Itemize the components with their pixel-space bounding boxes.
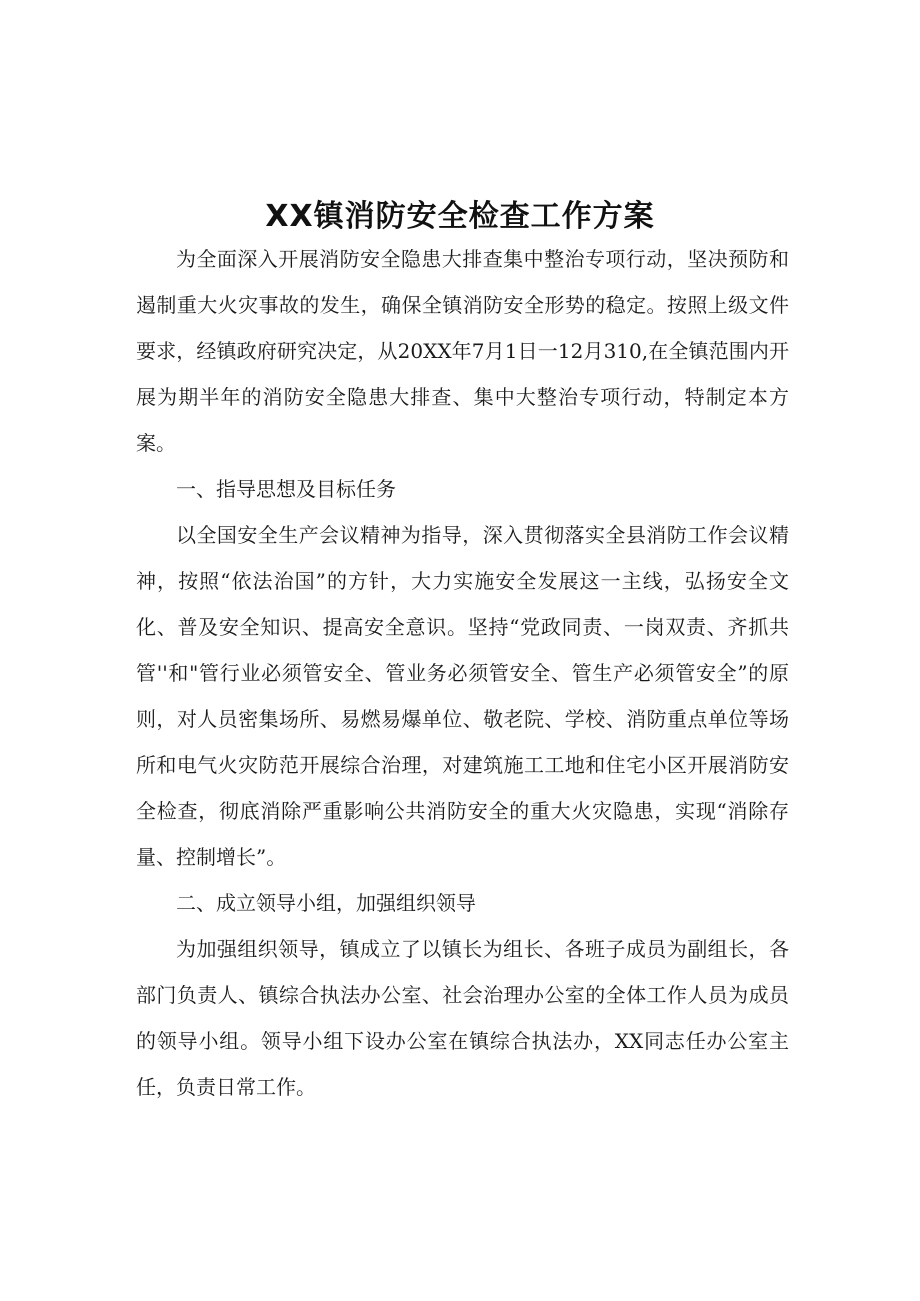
section-2-paragraph: 为加强组织领导，镇成立了以镇长为组长、各班子成员为副组长，各部门负责人、镇综合执法办公室、社会治理办公室的全体工作人员为成员的领导小组。领导小组下设办公室在镇综合执法办，XX同志任办公室主任，负责日常工作。 [136, 937, 789, 1099]
document-title: XX镇消防安全检查工作方案 [265, 199, 655, 235]
section-heading-2: 二、成立领导小组，加强组织领导 [176, 891, 476, 915]
document-body [136, 236, 789, 1110]
section-heading-1: 一、指导思想及目标任务 [176, 477, 396, 501]
intro-paragraph: 为全面深入开展消防安全隐患大排查集中整治专项行动，坚决预防和遏制重大火灾事故的发生，确保全镇消防安全形势的稳定。按照上级文件要求，经镇政府研究决定，从20XX年7月1日一12月310,在全镇范围内开展为期半年的消防安全隐患大排查、集中大整治专项行动，特制定本方案。 [136, 247, 789, 455]
section-1-paragraph: 以全国安全生产会议精神为指导，深入贯彻落实全县消防工作会议精神，按照“依法治国”的方针，大力实施安全发展这一主线，弘扬安全文化、普及安全知识、提高安全意识。坚持“党政同责、一岗双责、齐抓共管''和"管行业必须管安全、管业务必须管安全、管生产必须管安全”的原则，对人员密集场所、易燃易爆单位、敬老院、学校、消防重点单位等场所和电气火灾防范开展综合治理，对建筑施工工地和住宅小区开展消防安全检查，彻底消除严重影响公共消防安全的重大火灾隐患，实现“消除存量、控制增长”。 [136, 523, 789, 869]
